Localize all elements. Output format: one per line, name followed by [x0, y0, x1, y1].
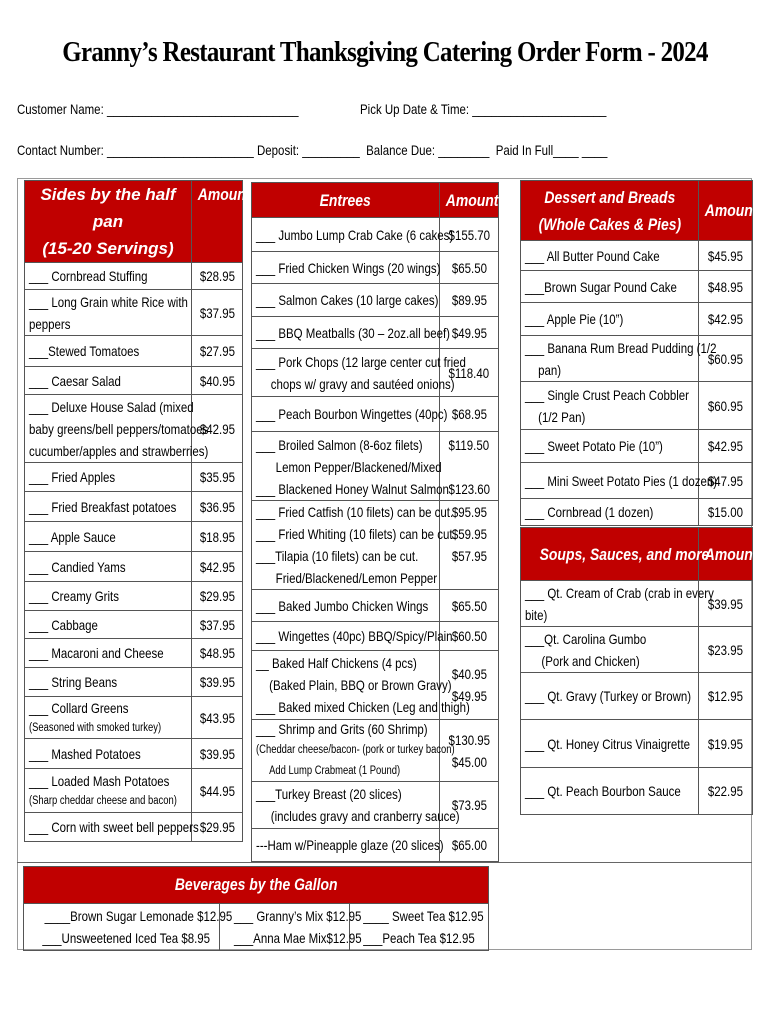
customer-name-field[interactable]: Customer Name: ______________________________ — [17, 101, 299, 117]
table-row[interactable]: ___ Jumbo Lump Crab Cake (6 cakes) $155.70 — [252, 218, 499, 252]
table-row[interactable]: ___ Qt. Honey Citrus Vinaigrette $19.95 — [521, 720, 753, 768]
table-row[interactable]: ___ Salmon Cakes (10 large cakes) $89.95 — [252, 284, 499, 317]
table-row[interactable]: ___ Pork Chops (12 large center cut fried chops w/ gravy and sautéed onions) $118.40 — [252, 349, 499, 397]
table-row[interactable]: ___ Sweet Potato Pie (10”) $42.95 — [521, 430, 753, 463]
entrees-amount-header: Amount — [440, 183, 499, 218]
table-row[interactable]: __ Baked Half Chickens (4 pcs) (Baked Plain, BBQ or Brown Gravy) ___ Baked mixed Chicken (Leg and thigh) $40.95 $49.95 — [252, 651, 499, 720]
table-row[interactable]: ___ Qt. Cream of Crab (crab in every bite) $39.95 — [521, 581, 753, 627]
frame-divider — [17, 862, 752, 863]
beverages-table — [23, 866, 489, 951]
table-row[interactable]: ---Ham w/Pineapple glaze (20 slices) $65.00 — [252, 829, 499, 862]
table-row[interactable]: ___ Loaded Mash Potatoes (Sharp cheddar cheese and bacon) $44.95 — [25, 769, 243, 813]
soups-table — [520, 527, 758, 815]
table-row[interactable]: ___ Candied Yams $42.95 — [25, 552, 243, 582]
table-row[interactable]: ___ Cornbread (1 dozen) $15.00 — [521, 499, 753, 526]
table-row[interactable]: ___ String Beans $39.95 — [25, 668, 243, 697]
sides-amount-header: Amount — [192, 181, 243, 263]
table-row[interactable]: ___Turkey Breast (20 slices) (includes gravy and cranberry sauce) $73.95 — [252, 782, 499, 829]
contact-deposit-balance-line[interactable]: Contact Number: _______________________ Deposit: _________ Balance Due: ________ Paid In Full____ ____ — [17, 142, 608, 158]
soups-amount-header: Amount — [699, 528, 753, 581]
table-row[interactable]: ___ Wingettes (40pc) BBQ/Spicy/Plain $60.50 — [252, 622, 499, 651]
table-row[interactable]: ___ Mashed Potatoes $39.95 — [25, 739, 243, 769]
table-row[interactable]: ___ Fried Breakfast potatoes $36.95 — [25, 492, 243, 522]
table-row[interactable]: ___Brown Sugar Pound Cake $48.95 — [521, 271, 753, 303]
table-row[interactable]: ___ Corn with sweet bell peppers $29.95 — [25, 813, 243, 842]
table-row[interactable]: ___ Qt. Peach Bourbon Sauce $22.95 — [521, 768, 753, 815]
table-row[interactable]: ___ Apple Sauce $18.95 — [25, 522, 243, 552]
soups-header: Soups, Sauces, and more — [521, 528, 699, 581]
table-row[interactable]: ___ Banana Rum Bread Pudding (1/2 pan) $60.95 — [521, 336, 753, 382]
table-row[interactable]: ___Stewed Tomatoes $27.95 — [25, 336, 243, 367]
table-row[interactable]: ___ Collard Greens (Seasoned with smoked turkey) $43.95 — [25, 697, 243, 739]
table-row[interactable]: ___ Fried Catfish (10 filets) can be cut. ___ Fried Whiting (10 filets) can be cut. ___Tilapia (10 filets) can be cut. Fried/Blackened/Lemon Pepper $95.95 $59.95 $57.95 — [252, 501, 499, 590]
table-row[interactable]: ___ Peach Bourbon Wingettes (40pc) $68.95 — [252, 397, 499, 432]
table-row[interactable]: ___ Long Grain white Rice with peppers $37.95 — [25, 290, 243, 336]
sides-header: Sides by the half pan (15-20 Servings) — [25, 181, 192, 263]
desserts-amount-header: Amount — [699, 181, 753, 241]
beverage-cell[interactable]: ____Brown Sugar Lemonade $12.95 ___Unsweetened Iced Tea $8.95 — [24, 904, 220, 951]
page-title: Granny’s Restaurant Thanksgiving Catering Order Form - 2024 — [62, 36, 708, 68]
table-row[interactable]: ___Qt. Carolina Gumbo (Pork and Chicken) $23.95 — [521, 627, 753, 673]
table-row[interactable]: ___ Fried Chicken Wings (20 wings) $65.50 — [252, 252, 499, 284]
table-row[interactable]: ___ Mini Sweet Potato Pies (1 dozen) $47.95 — [521, 463, 753, 499]
table-row[interactable]: ___ Deluxe House Salad (mixed baby greens/bell peppers/tomatoes cucumber/apples and strawberries) $42.95 — [25, 395, 243, 463]
table-row[interactable]: ___ Single Crust Peach Cobbler (1/2 Pan) $60.95 — [521, 382, 753, 430]
beverage-cell[interactable]: ____ Sweet Tea $12.95 ___Peach Tea $12.95 — [350, 904, 489, 951]
table-row[interactable]: ___ Shrimp and Grits (60 Shrimp) (Cheddar cheese/bacon- (pork or turkey bacon) Add Lump Crabmeat (1 Pound) $130.95 $45.00 — [252, 720, 499, 782]
table-row[interactable]: ___ Cornbread Stuffing $28.95 — [25, 263, 243, 290]
table-row[interactable]: ___ Macaroni and Cheese $48.95 — [25, 639, 243, 668]
beverage-cell[interactable]: ___ Granny’s Mix $12.95 ___Anna Mae Mix$12.95 — [220, 904, 350, 951]
sides-table — [24, 180, 251, 842]
desserts-header: Dessert and Breads (Whole Cakes & Pies) — [521, 181, 699, 241]
table-row[interactable]: ___ Broiled Salmon (8-6oz filets) Lemon Pepper/Blackened/Mixed ___ Blackened Honey Walnut Salmon $119.50 $123.60 — [252, 432, 499, 501]
table-row[interactable]: ___ Baked Jumbo Chicken Wings $65.50 — [252, 590, 499, 622]
table-row[interactable]: ___ BBQ Meatballs (30 – 2oz.all beef) $49.95 — [252, 317, 499, 349]
entrees-header: Entrees — [252, 183, 440, 218]
table-row[interactable]: ___ All Butter Pound Cake $45.95 — [521, 241, 753, 271]
entrees-table — [251, 182, 499, 862]
table-row[interactable]: ___ Qt. Gravy (Turkey or Brown) $12.95 — [521, 673, 753, 720]
beverages-header: Beverages by the Gallon — [24, 867, 489, 904]
desserts-table — [520, 180, 758, 526]
table-row[interactable]: ___ Caesar Salad $40.95 — [25, 367, 243, 395]
table-row[interactable]: ___ Creamy Grits $29.95 — [25, 582, 243, 611]
table-row[interactable]: ___ Cabbage $37.95 — [25, 611, 243, 639]
table-row[interactable]: ___ Apple Pie (10”) $42.95 — [521, 303, 753, 336]
table-row[interactable]: ___ Fried Apples $35.95 — [25, 463, 243, 492]
pickup-date-field[interactable]: Pick Up Date & Time: _____________________ — [360, 101, 607, 117]
